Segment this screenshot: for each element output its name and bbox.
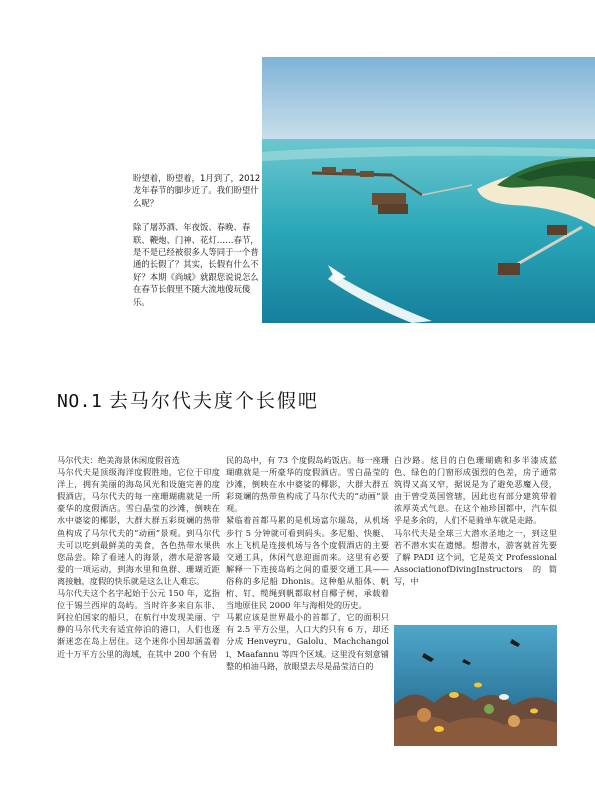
- column-1-paragraph: 马尔代夫这个名字起始于公元 150 年，迄指位于锡兰西岸的岛屿。当时许多来自东非、阿拉伯国家的船只，在航行中发现美丽、宁静的马尔代夫有适宜停泊的港口，人们也逐渐迷恋在岛上居住。这个迷你小国却涵盖着近十万平方公里的海域，在其中 200 个有居: [57, 588, 220, 659]
- intro-paragraph-2: 除了屠苏酒、年夜饭、春晚、春联、鞭炮、门神、花灯……春节，是不是已经被很多人等同于一个普通的长假了？其实，长假有什么不好？本期《尚城》就跟您说说怎么在春节长假里不随大流地傻玩傻乐。: [133, 222, 259, 307]
- article-column-1: [57, 454, 220, 660]
- hero-image-maldives-resort: [262, 57, 595, 323]
- section-title: 去马尔代夫度个长假吧: [108, 390, 319, 412]
- intro-text: [133, 172, 261, 320]
- column-3-paragraph: 马尔代夫是全球三大潜水圣地之一，到这里若不潜水实在遗憾。想潜水，游客就首先要了解 PADI 这个词，它是英文 ProfessionalAssociationofDivingInstructors 的简写，中: [394, 527, 557, 586]
- section-number: NO.1: [57, 391, 103, 412]
- column-2-paragraph: 马累应该是世界最小的首都了，它的面积只有 2.5 平方公里，人口大约只有 6 万，却还分成 Henveyru、Galolu、Machchangoli、Maafannu 等四个区域。这里没有刻意铺整的柏油马路，放眼望去尽是晶莹洁白的: [226, 612, 389, 671]
- article-column-3: [394, 454, 557, 587]
- column-2-paragraph: 民的岛中，有 73 个度假岛屿饭店。每一座珊瑚礁就是一所豪华的度假酒店。雪白晶莹的沙滩，倒映在水中婆娑的椰影，大群大群五彩斑斓的热带鱼构成了马尔代夫的“动画”景观。: [226, 455, 389, 514]
- column-1-paragraph: 马尔代夫是顶级海洋度假胜地，它位于印度洋上，拥有美丽的海岛风光和设施完善的度假酒店，马尔代夫的每一座珊瑚礁就是一所豪华的度假酒店。雪白晶莹的沙滩，倒映在水中婆娑的椰影，大群大群五彩斑斓的热带鱼构成了马尔代夫的“动画”景观。到马尔代夫可以吃到最鲜美的美食，各色热带水果供您品尝。除了看迷人的海景，潜水是游客最爱的一项运动，到海水里和鱼群、珊瑚近距离接触，度假的快乐就是这么让人难忘。: [57, 467, 220, 586]
- column-2-paragraph: 紧临着首都马累的是机场富尔瑞岛，从机场步行 5 分钟就可看到码头。多尼船、快艇、水上飞机是连接机场与各个度假酒店的主要交通工具，休闲气息迎面而来。这里有必要解释一下连接岛屿之间的重要交通工具——俗称的多尼船 Dhonis。这种船从船体、帆桁、钉、缆绳到帆都取材自椰子树，承载着当地原住民 2000 年与海相处的历史。: [226, 515, 389, 611]
- section-heading: [57, 388, 457, 415]
- article-column-2: [226, 454, 389, 672]
- column-3-paragraph: 白沙路。炫目的白色珊瑚礁和多半漆成蓝色、绿色的门窗形成强烈的色差，房子通常筑得又高又窄，据说是为了避免恶魔入侵，由于曾受英国管辖，因此也有部分建筑带着浓厚英式气息。在这个袖珍国都中，汽车似乎是多余的，人们不是骑单车就是走路。: [394, 455, 557, 526]
- intro-paragraph-1: 盼望着，盼望着，1月到了，2012 龙年春节的脚步近了。我们盼望什么呢？: [133, 173, 261, 208]
- reef-image-divers: [394, 625, 557, 746]
- column-1-paragraph: 马尔代夫：绝美海景休闲度假首选: [57, 455, 180, 465]
